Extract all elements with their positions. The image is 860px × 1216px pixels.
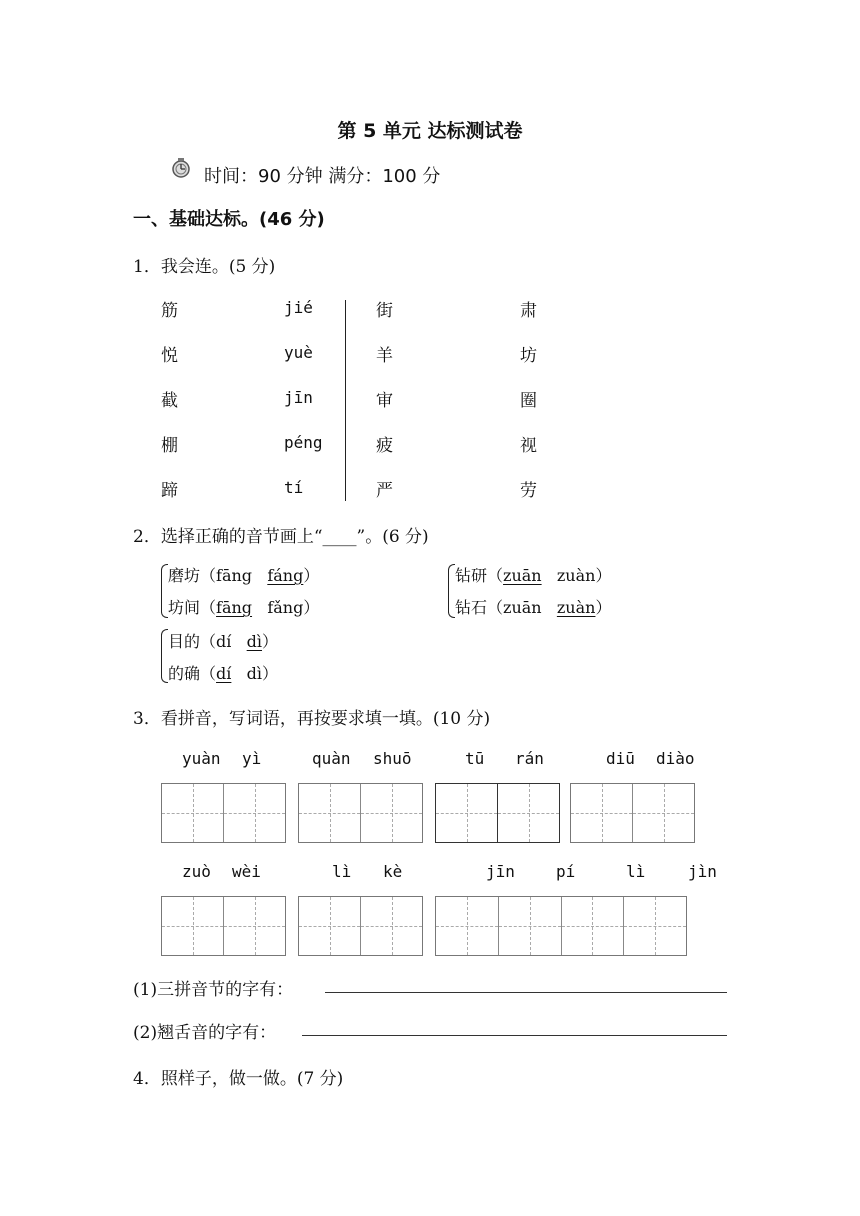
q3-pinyin: kè [383,862,403,881]
paren: （ [200,598,217,617]
q2-option-line [168,661,278,684]
q2-pinyin-underlined[interactable]: zuàn [556,598,596,617]
q2-pinyin[interactable]: fāng [216,566,253,585]
paren: ） [262,632,279,651]
q3-pinyin: rán [515,749,544,768]
brace [161,629,168,683]
q2-pinyin[interactable]: fǎng [267,598,304,617]
q2-option-line [168,595,319,618]
answer-line[interactable] [325,992,727,993]
q1-char: 街 [376,301,393,321]
writing-grid[interactable] [570,783,695,843]
q3-pinyin: jīn [486,862,515,881]
q1-char: 肃 [520,301,537,321]
q3-pinyin: yì [242,749,262,768]
paren: （ [200,566,217,585]
q3-pinyin: wèi [232,862,261,881]
writing-grid[interactable] [298,783,423,843]
q2-word: 钻石 [455,598,488,617]
q3-sub1-label: (1)三拼音节的字有： [133,980,294,1000]
q1-pinyin: yuè [284,343,313,362]
writing-grid[interactable] [161,896,286,956]
question-1-label: 1．我会连。(5 分) [133,257,276,277]
q1-char: 截 [161,391,178,411]
writing-grid[interactable] [435,783,560,843]
brace [448,564,455,618]
q2-option-line [455,563,611,586]
q1-char: 筋 [161,301,178,321]
q2-pinyin-underlined[interactable]: zuān [503,566,542,585]
paren: ） [262,664,279,683]
paren: （ [487,598,504,617]
brace [161,564,168,618]
q1-char: 蹄 [161,481,178,501]
q1-char: 审 [376,391,393,411]
q3-pinyin: quàn [312,749,351,768]
q3-pinyin: diū [606,749,635,768]
q2-pinyin-underlined[interactable]: fāng [216,598,253,617]
paren: （ [487,566,504,585]
paren: （ [200,632,217,651]
q2-pinyin[interactable]: zuān [503,598,542,617]
q3-pinyin: diào [656,749,695,768]
writing-grid[interactable] [161,783,286,843]
writing-grid[interactable] [435,896,687,956]
q1-char: 坊 [520,346,537,366]
q1-char: 严 [376,481,393,501]
q2-pinyin-underlined[interactable]: dí [216,664,232,683]
q1-char: 劳 [520,481,537,501]
q3-pinyin: lì [332,862,352,881]
paren: ） [303,566,320,585]
q1-char: 羊 [376,346,393,366]
q3-pinyin: jìn [688,862,717,881]
q1-char: 悦 [161,346,178,366]
divider-line [345,300,346,501]
q3-pinyin: tū [465,749,485,768]
q1-pinyin: jié [284,298,313,317]
clock-icon [170,157,192,179]
paren: （ [200,664,217,683]
writing-grid[interactable] [298,896,423,956]
q3-pinyin: pí [556,862,576,881]
time-info: 时间：90 分钟 满分：100 分 [204,166,441,187]
q1-char: 圈 [520,391,537,411]
q1-char: 棚 [161,436,178,456]
q3-pinyin: lì [626,862,646,881]
q2-word: 的确 [168,664,201,683]
q2-option-line [455,595,611,618]
q2-pinyin[interactable]: dí [216,632,232,651]
section-heading: 一、基础达标。(46 分) [133,209,325,230]
paren: ） [595,598,612,617]
q2-option-line [168,563,319,586]
question-4-label: 4．照样子，做一做。(7 分) [133,1069,344,1089]
q1-pinyin: jīn [284,388,313,407]
q2-pinyin-underlined[interactable]: fáng [267,566,304,585]
q3-pinyin: yuàn [182,749,221,768]
q1-pinyin: tí [284,478,304,497]
q2-word: 坊间 [168,598,201,617]
answer-line[interactable] [302,1035,727,1036]
question-2-label: 2．选择正确的音节画上“____”。(6 分) [133,527,429,547]
q1-char: 视 [520,436,537,456]
q2-word: 钻研 [455,566,488,585]
q1-char: 疲 [376,436,393,456]
q1-pinyin: péng [284,433,323,452]
paren: ） [595,566,612,585]
question-3-label: 3．看拼音，写词语，再按要求填一填。(10 分) [133,709,491,729]
q2-option-line [168,629,278,652]
q2-word: 目的 [168,632,201,651]
q2-word: 磨坊 [168,566,201,585]
paren: ） [303,598,320,617]
q3-pinyin: shuō [373,749,412,768]
q3-pinyin: zuò [182,862,211,881]
q2-pinyin[interactable]: dì [246,664,263,683]
q3-sub2-label: (2)翘舌音的字有： [133,1023,277,1043]
q2-pinyin-underlined[interactable]: dì [246,632,263,651]
page-title: 第 5 单元 达标测试卷 [337,120,523,142]
q2-pinyin[interactable]: zuàn [556,566,596,585]
